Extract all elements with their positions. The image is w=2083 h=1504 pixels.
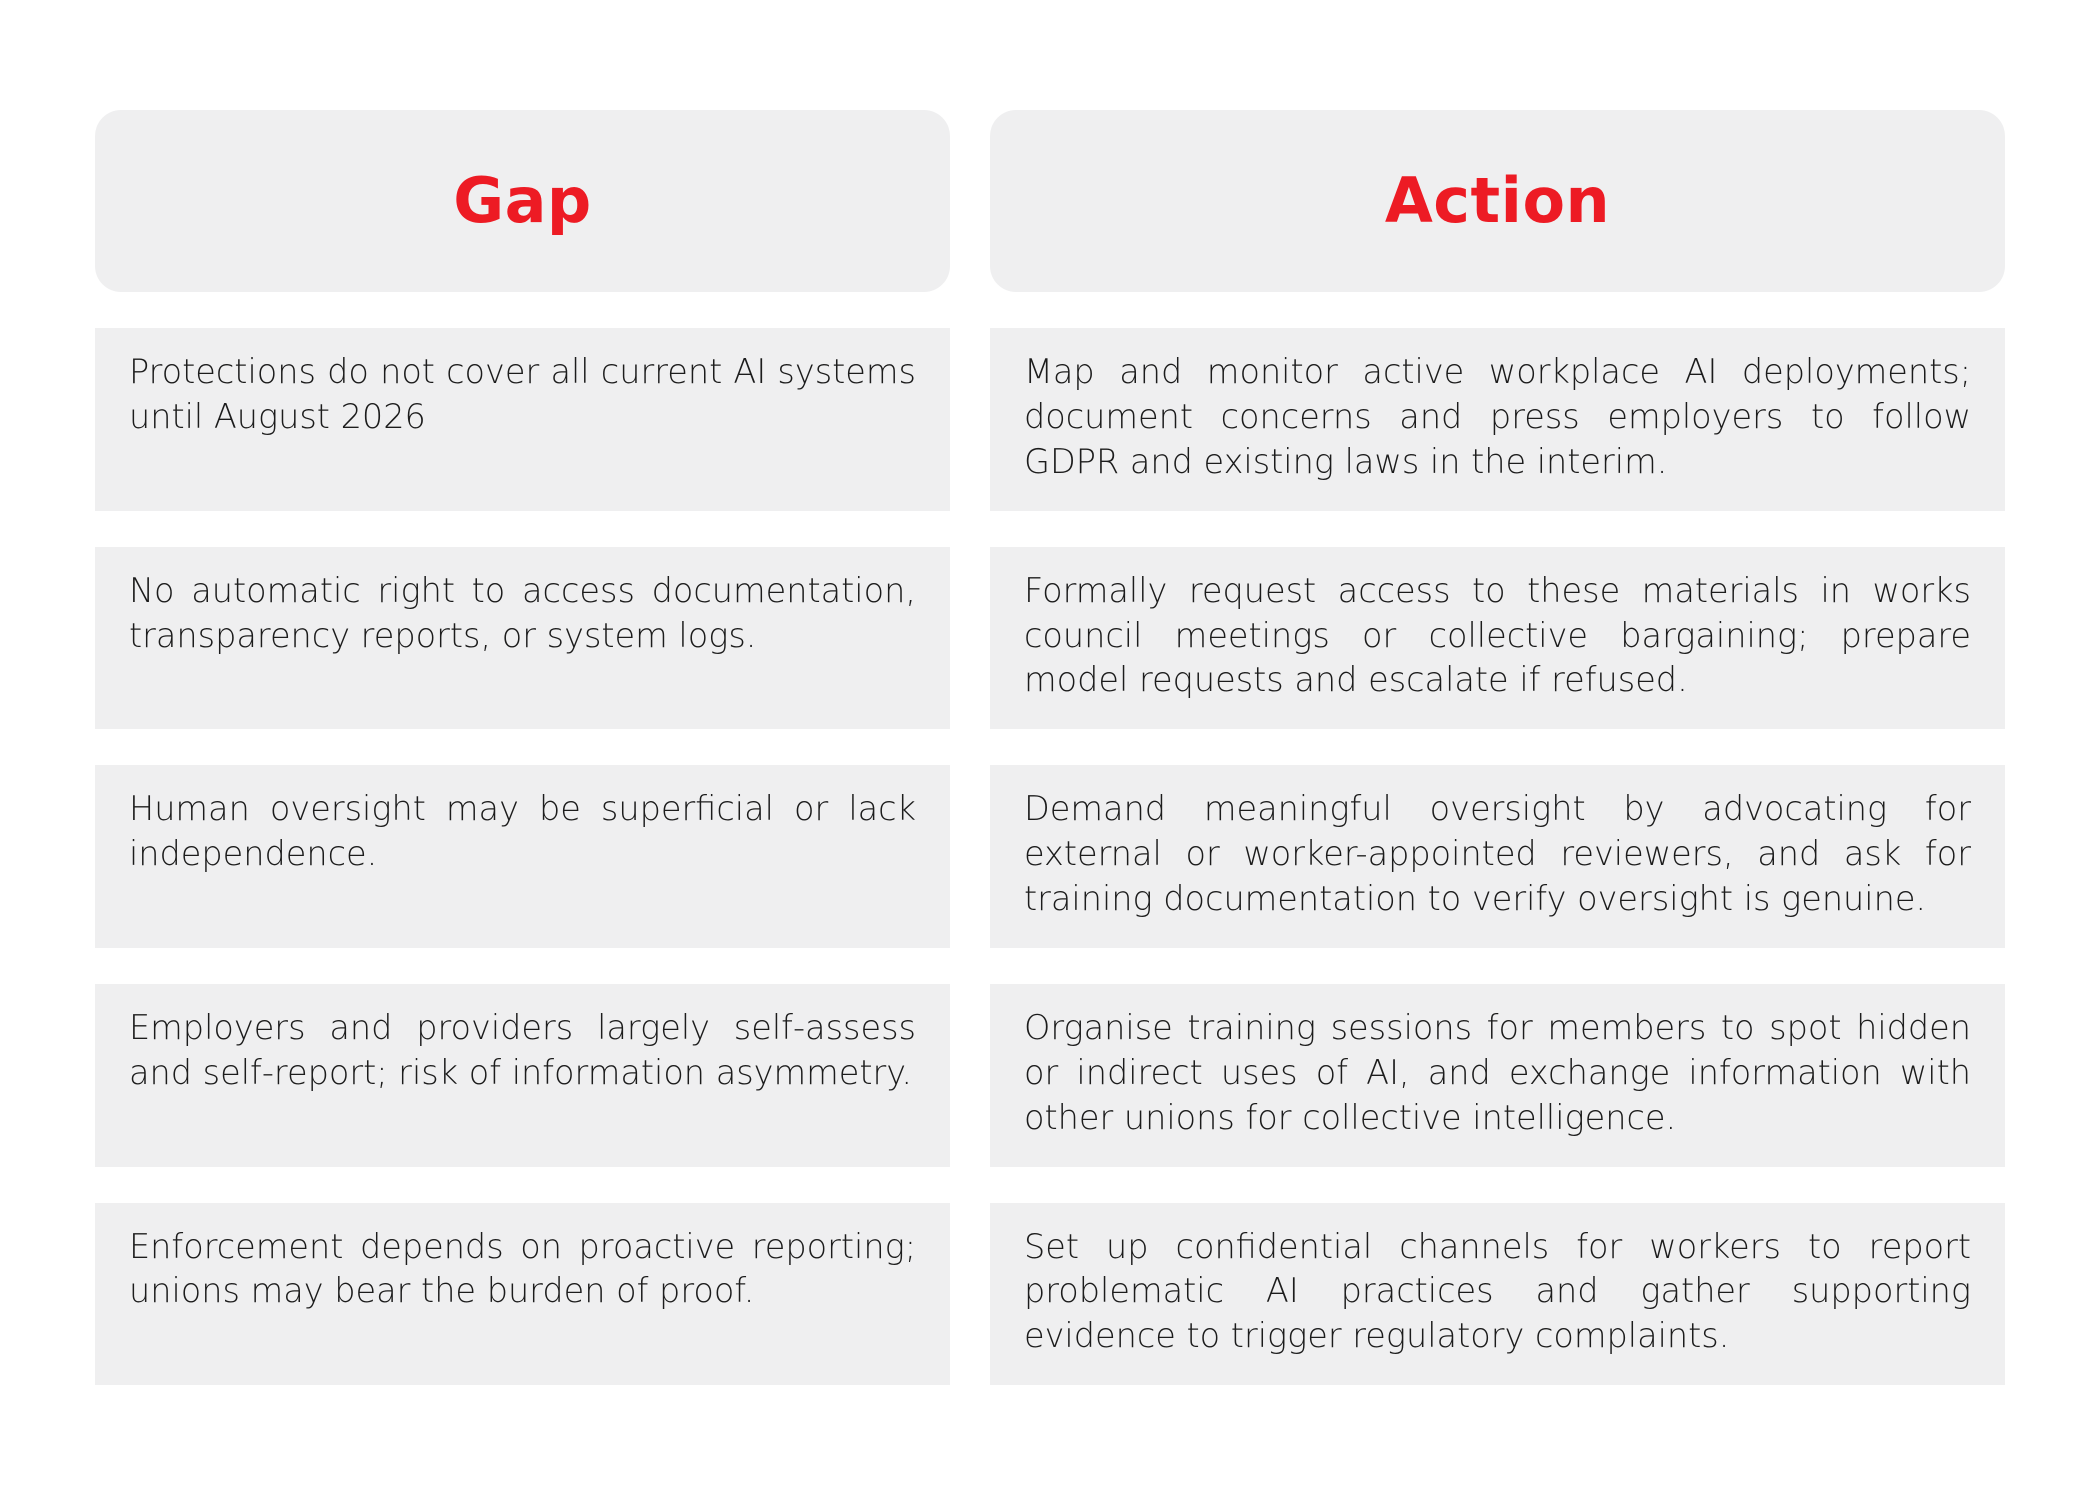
row-divider (990, 292, 2005, 328)
action-text: Set up confidential channels for workers to report problematic AI practices and gather supporting evidence to trigger regulatory complaints. (1024, 1226, 1971, 1356)
action-text: Demand meaningful oversight by advocating for external or worker-appointed reviewers, and ask for training documentation to verify oversight is genuine. (1024, 789, 1971, 918)
gap-action-table (95, 110, 1988, 1385)
row-divider (95, 292, 950, 328)
column-spacer (950, 547, 990, 730)
table-row (95, 984, 950, 1167)
row-divider (950, 948, 990, 984)
row-divider (95, 729, 950, 765)
row-divider (990, 948, 2005, 984)
gap-text: Human oversight may be superficial or lack independence. (129, 789, 916, 874)
table-header-action (990, 110, 2005, 292)
table-row (990, 984, 2005, 1167)
table-row (990, 1203, 2005, 1386)
gap-text: Enforcement depends on proactive reporting; unions may bear the burden of proof. (129, 1226, 916, 1311)
row-divider (95, 511, 950, 547)
column-spacer (950, 984, 990, 1167)
action-text: Formally request access to these materials in works council meetings or collective bargaining; prepare model requests and escalate if refused. (1024, 570, 1971, 700)
column-spacer (950, 1203, 990, 1386)
gap-text: Protections do not cover all current AI systems until August 2026 (129, 352, 916, 436)
table-row (95, 1203, 950, 1386)
column-spacer (950, 328, 990, 511)
action-text: Map and monitor active workplace AI deployments; document concerns and press employers to follow GDPR and existing laws in the interim. (1024, 352, 1971, 481)
column-spacer (950, 765, 990, 948)
gap-text: Employers and providers largely self-assess and self-report; risk of information asymmetry. (129, 1007, 916, 1092)
row-divider (990, 729, 2005, 765)
row-divider (990, 1167, 2005, 1203)
row-divider (95, 1167, 950, 1203)
table-row (990, 328, 2005, 511)
table-header-action-label: Action (1384, 164, 1611, 237)
column-spacer (950, 110, 990, 292)
table-row (990, 765, 2005, 948)
table-row (95, 547, 950, 730)
row-divider (950, 292, 990, 328)
action-text: Organise training sessions for members to spot hidden or indirect uses of AI, and exchange information with other unions for collective intelligence. (1024, 1007, 1971, 1137)
table-header-gap (95, 110, 950, 292)
table-row (990, 547, 2005, 730)
gap-text: No automatic right to access documentation, transparency reports, or system logs. (129, 570, 916, 655)
row-divider (950, 511, 990, 547)
table-row (95, 328, 950, 511)
row-divider (95, 948, 950, 984)
row-divider (950, 1167, 990, 1203)
table-row (95, 765, 950, 948)
row-divider (950, 729, 990, 765)
row-divider (990, 511, 2005, 547)
table-header-gap-label: Gap (453, 164, 592, 237)
